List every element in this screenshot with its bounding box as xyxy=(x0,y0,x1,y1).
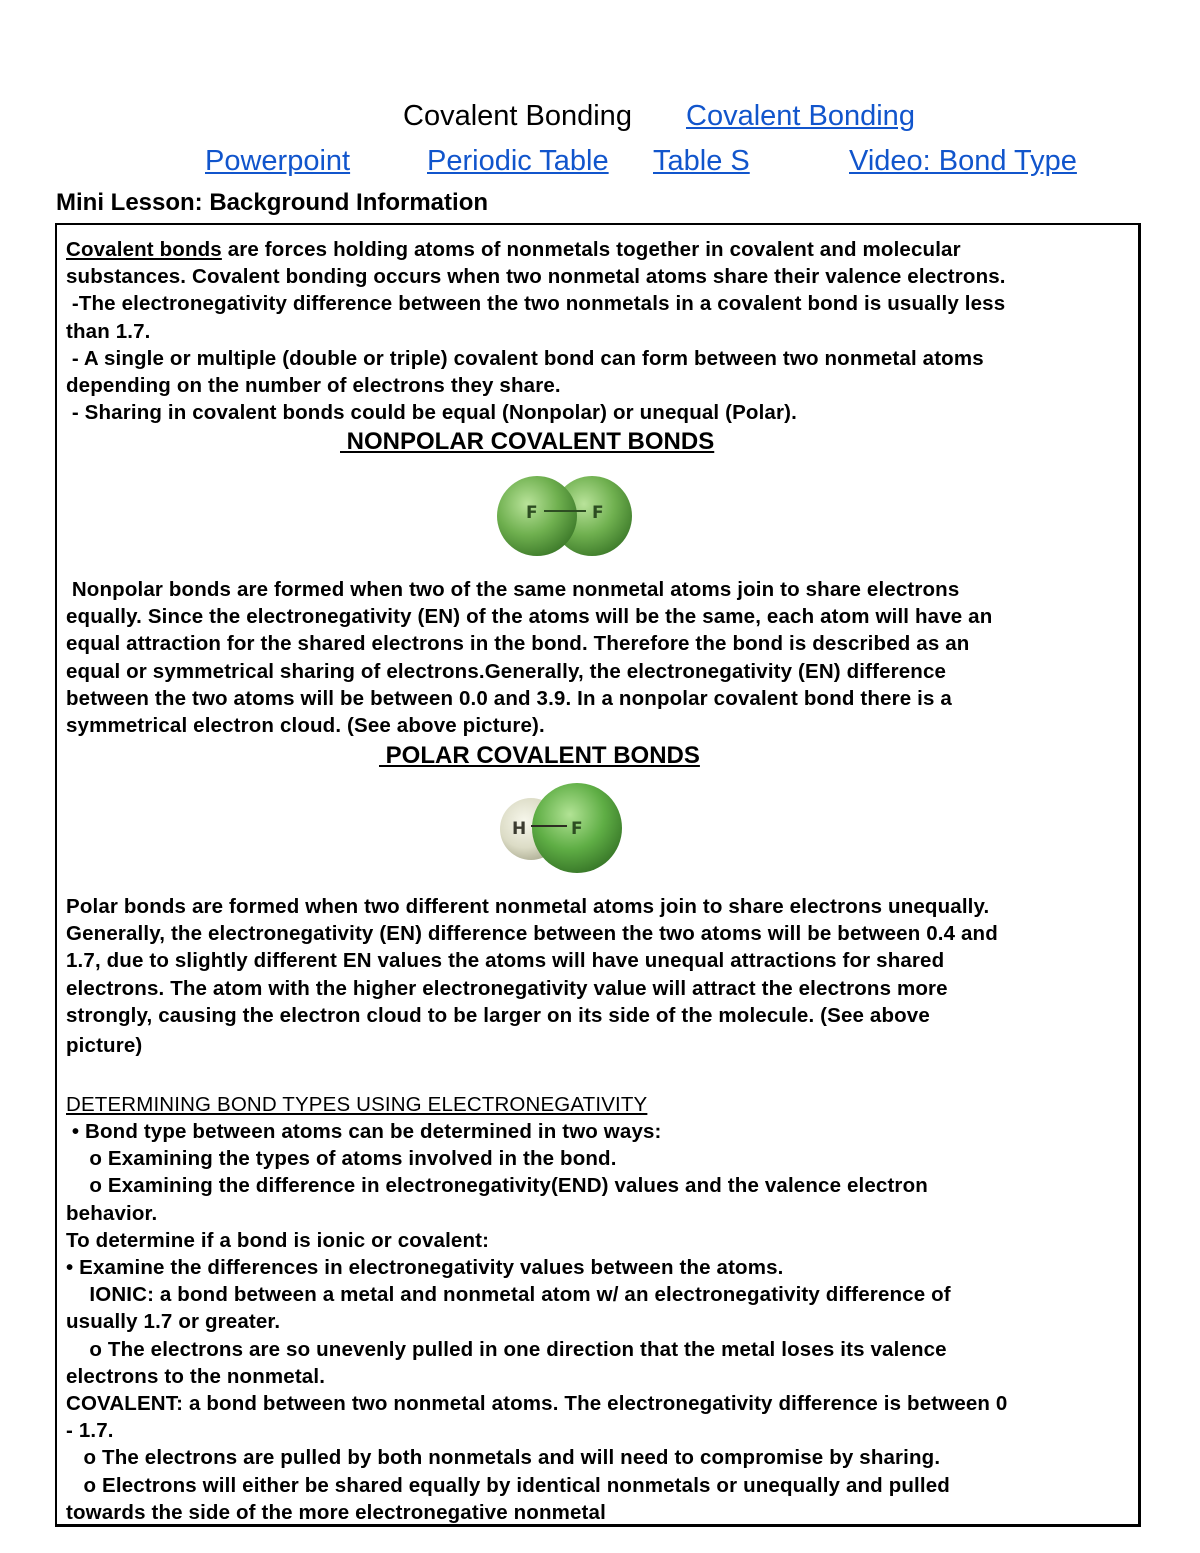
page-title: Covalent Bonding xyxy=(403,100,632,132)
nonpolar-line: between the two atoms will be between 0.0 and 3.9. In a nonpolar covalent bond there is a xyxy=(66,686,952,710)
title-row xyxy=(0,100,1200,140)
nonpolar-line: symmetrical electron cloud. (See above picture). xyxy=(66,714,545,738)
polar-line: Polar bonds are formed when two different nonmetal atoms join to share electrons unequally. xyxy=(66,895,990,918)
determining-line: o Examining the types of atoms involved in the bond. xyxy=(66,1147,617,1171)
powerpoint-link[interactable]: Powerpoint xyxy=(205,145,351,177)
determining-line: COVALENT: a bond between two nonmetal atoms. The electronegativity difference is between 0 xyxy=(66,1392,1008,1416)
determining-line: To determine if a bond is ionic or covalent: xyxy=(66,1228,490,1252)
determining-line: o The electrons are so unevenly pulled in one direction that the metal loses its valence xyxy=(66,1337,947,1361)
left-atom-label: F xyxy=(526,503,538,523)
polar-line: Generally, the electronegativity (EN) difference between the two atoms will be between 0.4 and xyxy=(66,922,998,946)
nonpolar-line: equal or symmetrical sharing of electrons.Generally, the electronegativity (EN) difference xyxy=(66,659,947,683)
determining-line: • Examine the differences in electronegativity values between the atoms. xyxy=(66,1256,784,1280)
determining-line: o Examining the difference in electronegativity(END) values and the valence electron xyxy=(66,1174,928,1198)
intro-bullet-1b: than 1.7. xyxy=(66,319,151,343)
covalent-bonds-term: Covalent bonds xyxy=(66,238,222,261)
determining-line: - 1.7. xyxy=(66,1419,114,1443)
video-bond-type-link[interactable]: Video: Bond Type xyxy=(849,145,1077,177)
determining-line: behavior. xyxy=(66,1201,158,1225)
intro-bullet-1a: -The electronegativity difference between the two nonmetals in a covalent bond is usually less xyxy=(66,292,1006,316)
covalent-bonding-link[interactable]: Covalent Bonding xyxy=(686,100,915,132)
nonpolar-line: equal attraction for the shared electrons in the bond. Therefore the bond is described as an xyxy=(66,632,970,656)
f-atom-label: F xyxy=(571,819,583,839)
polar-heading: POLAR COVALENT BONDS xyxy=(379,742,700,769)
intro-line-2: substances. Covalent bonding occurs when two nonmetal atoms share their valence electrons. xyxy=(66,265,1006,289)
determining-line: electrons to the nonmetal. xyxy=(66,1364,326,1388)
mini-lesson-heading: Mini Lesson: Background Information xyxy=(56,189,489,216)
polar-line: 1.7, due to slightly different EN values the atoms will have unequal attractions for shared xyxy=(66,949,945,973)
intro-line-1 xyxy=(66,236,1136,263)
intro-bullet-2b: depending on the number of electrons they share. xyxy=(66,374,561,398)
determining-line: IONIC: a bond between a metal and nonmetal atom w/ an electronegativity difference of xyxy=(66,1283,951,1307)
nonpolar-paragraph xyxy=(66,576,1136,739)
intro-paragraph xyxy=(66,236,1136,426)
nonpolar-line: equally. Since the electronegativity (EN) of the atoms will be the same, each atom will have an xyxy=(66,605,993,629)
table-s-link[interactable]: Table S xyxy=(653,145,750,177)
intro-line-1-text: are forces holding atoms of nonmetals together in covalent and molecular xyxy=(221,238,961,261)
h-atom-label: H xyxy=(512,819,527,839)
intro-bullet-3: - Sharing in covalent bonds could be equal (Nonpolar) or unequal (Polar). xyxy=(66,401,797,425)
periodic-table-link[interactable]: Periodic Table xyxy=(427,145,609,177)
determining-section xyxy=(66,1091,1136,1118)
nonpolar-line: Nonpolar bonds are formed when two of the same nonmetal atoms join to share electrons xyxy=(66,578,960,601)
determining-line: • Bond type between atoms can be determined in two ways: xyxy=(66,1120,662,1143)
polar-line: electrons. The atom with the higher electronegativity value will attract the electrons more xyxy=(66,976,948,1000)
f2-molecule-image xyxy=(492,466,637,566)
determining-line: o The electrons are pulled by both nonmetals and will need to compromise by sharing. xyxy=(66,1446,941,1470)
polar-line: picture) xyxy=(66,1034,143,1058)
intro-bullet-2a: - A single or multiple (double or triple) covalent bond can form between two nonmetal atoms xyxy=(66,346,984,370)
determining-paragraph xyxy=(66,1118,1136,1526)
determining-line: o Electrons will either be shared equally by identical nonmetals or unequally and pulled xyxy=(66,1473,950,1497)
right-atom-label: F xyxy=(592,503,604,523)
resource-links xyxy=(0,145,1200,185)
hf-molecule-image xyxy=(495,776,635,881)
determining-heading: DETERMINING BOND TYPES USING ELECTRONEGATIVITY xyxy=(66,1093,648,1116)
polar-line: strongly, causing the electron cloud to be larger on its side of the molecule. (See above xyxy=(66,1003,930,1027)
determining-line: towards the side of the more electronegative nonmetal xyxy=(66,1500,606,1524)
polar-paragraph xyxy=(66,893,1136,1059)
determining-line: usually 1.7 or greater. xyxy=(66,1310,281,1334)
nonpolar-heading: NONPOLAR COVALENT BONDS xyxy=(340,428,715,455)
